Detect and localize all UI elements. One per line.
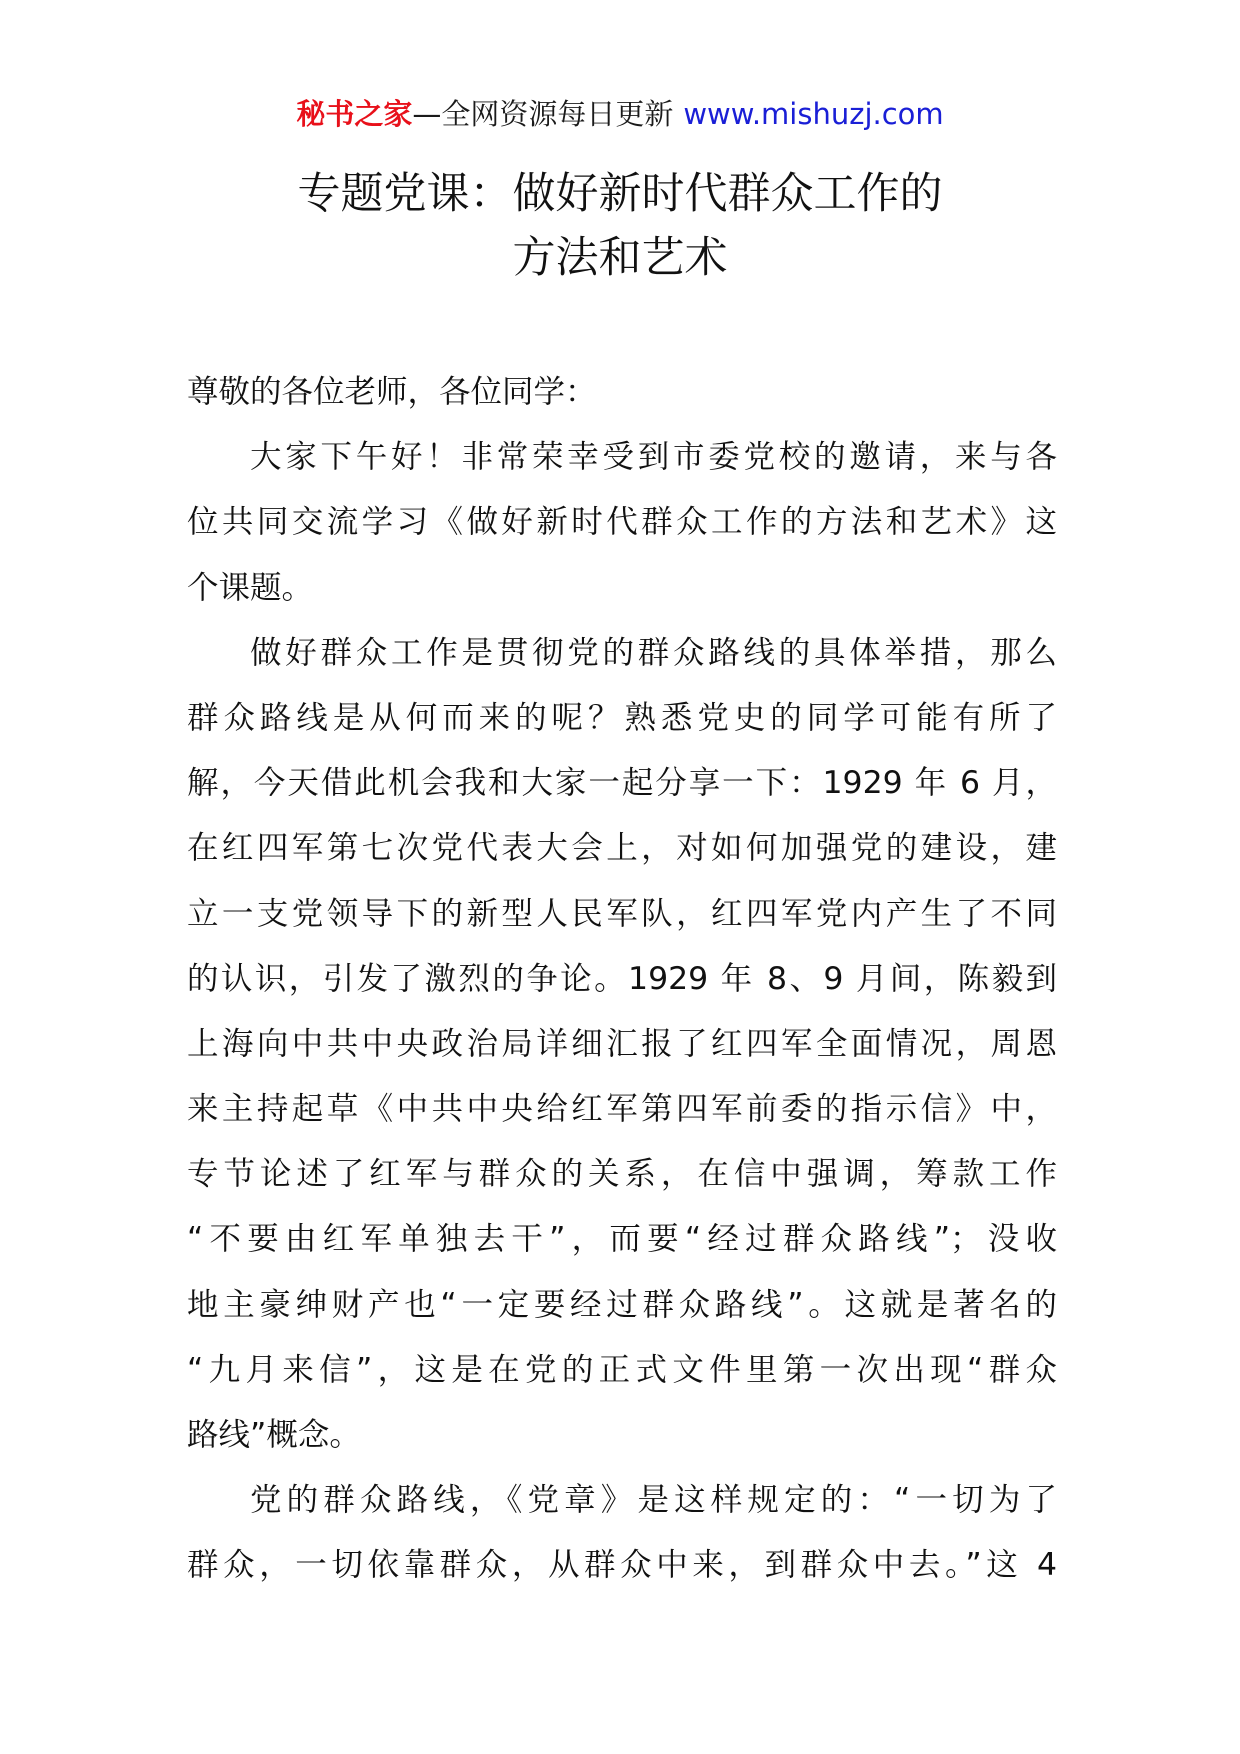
body-line: 大家下午好！非常荣幸受到市委党校的邀请，来与各 <box>250 439 1057 476</box>
body-line: 群众路线是从何而来的呢？熟悉党史的同学可能有所了 <box>187 699 1057 736</box>
body-line: 立一支党领导下的新型人民军队，红四军党内产生了不同 <box>187 895 1057 932</box>
site-header <box>0 94 1240 134</box>
salutation-line: 尊敬的各位老师，各位同学： <box>187 374 597 410</box>
header-slogan: —全网资源每日更新 <box>412 97 674 131</box>
brand-name: 秘书之家 <box>296 97 413 131</box>
body-line: “九月来信”，这是在党的正式文件里第一次出现“群众 <box>187 1351 1057 1388</box>
body-line: 专节论述了红军与群众的关系，在信中强调，筹款工作 <box>187 1156 1057 1193</box>
body-line: “不要由红军单独去干”，而要“经过群众路线”；没收 <box>187 1221 1057 1258</box>
body-line: 上海向中共中央政治局详细汇报了红四军全面情况，周恩 <box>187 1025 1057 1062</box>
body-line: 路线”概念。 <box>187 1417 361 1453</box>
body-line: 位共同交流学习《做好新时代群众工作的方法和艺术》这 <box>187 504 1057 541</box>
body-line: 个课题。 <box>187 569 314 606</box>
body-line: 来主持起草《中共中央给红军第四军前委的指示信》中， <box>187 1091 1057 1128</box>
document-title-line-1: 专题党课：做好新时代群众工作的 <box>297 169 943 219</box>
document-body <box>187 360 1057 1599</box>
body-line: 解，今天借此机会我和大家一起分享一下：1929 年 6 月， <box>187 765 1057 802</box>
body-line: 在红四军第七次党代表大会上，对如何加强党的建设，建 <box>187 830 1057 867</box>
body-line: 党的群众路线，《党章》是这样规定的：“一切为了 <box>250 1482 1057 1519</box>
document-title-line-2: 方法和艺术 <box>512 233 728 283</box>
body-line: 做好群众工作是贯彻党的群众路线的具体举措，那么 <box>250 634 1057 671</box>
body-line: 群众，一切依靠群众，从群众中来，到群众中去。”这 4 <box>187 1547 1057 1584</box>
site-url-link[interactable]: www.mishuzj.com <box>683 97 944 131</box>
body-line: 的认识，引发了激烈的争论。1929 年 8、9 月间，陈毅到 <box>187 960 1057 997</box>
body-line: 地主豪绅财产也“一定要经过群众路线”。这就是著名的 <box>187 1286 1057 1323</box>
